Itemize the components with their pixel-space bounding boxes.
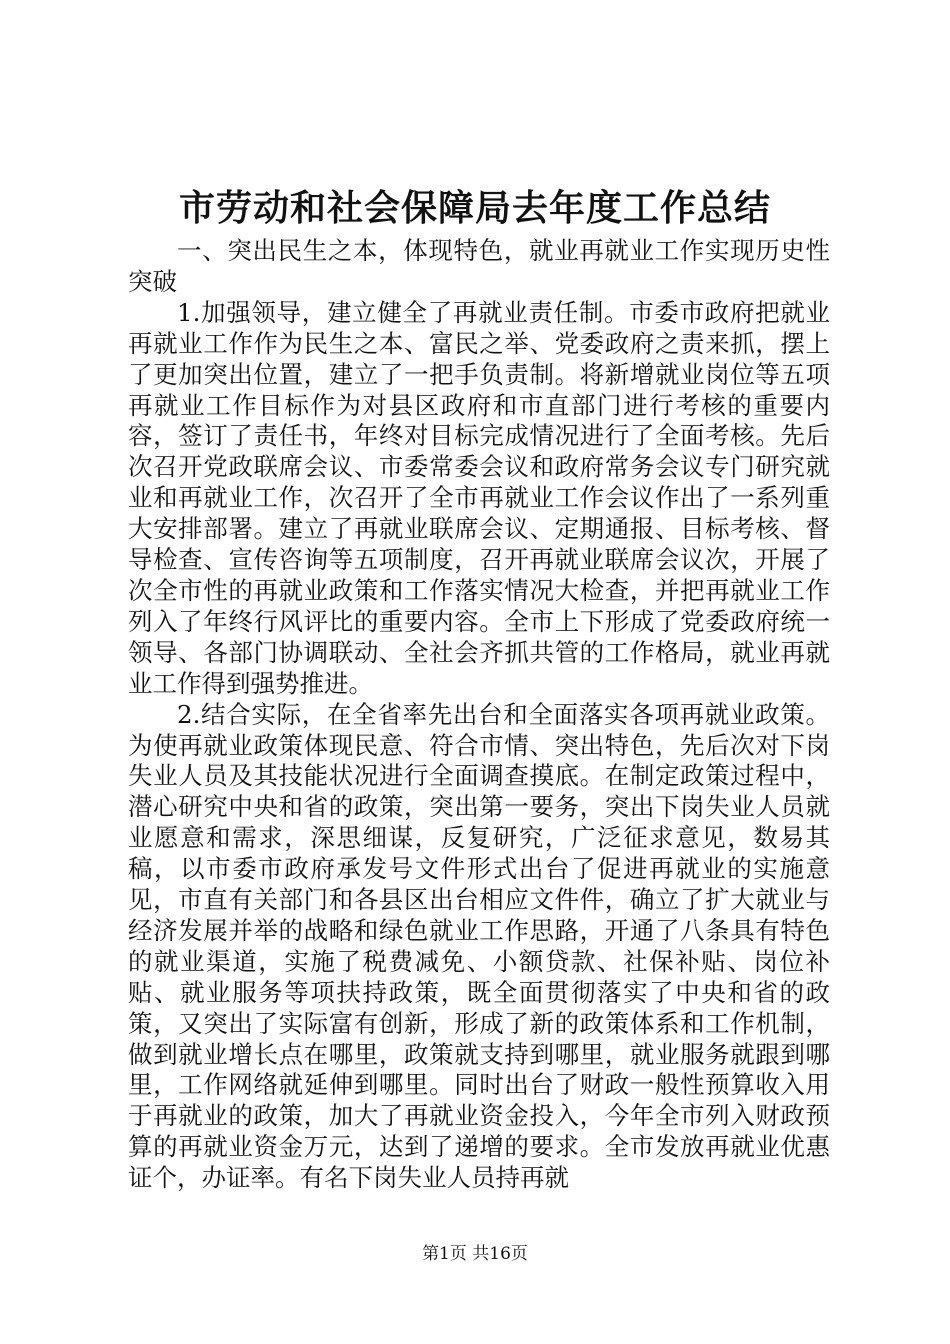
paragraph: 2.结合实际，在全省率先出台和全面落实各项再就业政策。为使再就业政策体现民意、符合市情、突出特色，先后次对下岗失业人员及其技能状况进行全面调查摸底。在制定政策过程中，潜心研究中央和省的政策，突出第一要务，突出下岗失业人员就业愿意和需求，深思细谋，反复研究，广泛征求意见，数易其稿，以市委市政府承发号文件形式出台了促进再就业的实施意见，市直有关部门和各县区出台相应文件件，确立了扩大就业与经济发展并举的战略和绿色就业工作思路，开通了八条具有特色的就业渠道，实施了税费减免、小额贷款、社保补贴、岗位补贴、就业服务等项扶持政策，既全面贯彻落实了中央和省的政策，又突出了实际富有创新，形成了新的政策体系和工作机制，做到就业增长点在哪里，政策就支持到哪里，就业服务就跟到哪里，工作网络就延伸到哪里。同时出台了财政一般性预算收入用于再就业的政策，加大了再就业资金投入，今年全市列入财政预算的再就业资金万元，达到了递增的要求。全市发放再就业优惠证个，办证率。有名下岗失业人员持再就 [128, 699, 830, 1193]
page-number: 第1页 共16页 [422, 1244, 528, 1264]
document-title: 市劳动和社会保障局去年度工作总结 [178, 187, 771, 229]
paragraph: 1.加强领导，建立健全了再就业责任制。市委市政府把就业再就业工作作为民生之本、富民之举、党委政府之责来抓，摆上了更加突出位置，建立了一把手负责制。将新增就业岗位等五项再就业工作目标作为对县区政府和市直部门进行考核的重要内容，签订了责任书，年终对目标完成情况进行了全面考核。先后次召开党政联席会议、市委常委会议和政府常务会议专门研究就业和再就业工作，次召开了全市再就业工作会议作出了一系列重大安排部署。建立了再就业联席会议、定期通报、目标考核、督导检查、宣传咨询等五项制度，召开再就业联席会议次，开展了次全市性的再就业政策和工作落实情况大检查，并把再就业工作列入了年终行风评比的重要内容。全市上下形成了党委政府统一领导、各部门协调联动、全社会齐抓共管的工作格局，就业再就业工作得到强势推进。 [128, 297, 830, 698]
document-body [128, 236, 830, 1194]
section-heading: 一、突出民生之本，体现特色，就业再就业工作实现历史性突破 [128, 236, 830, 296]
